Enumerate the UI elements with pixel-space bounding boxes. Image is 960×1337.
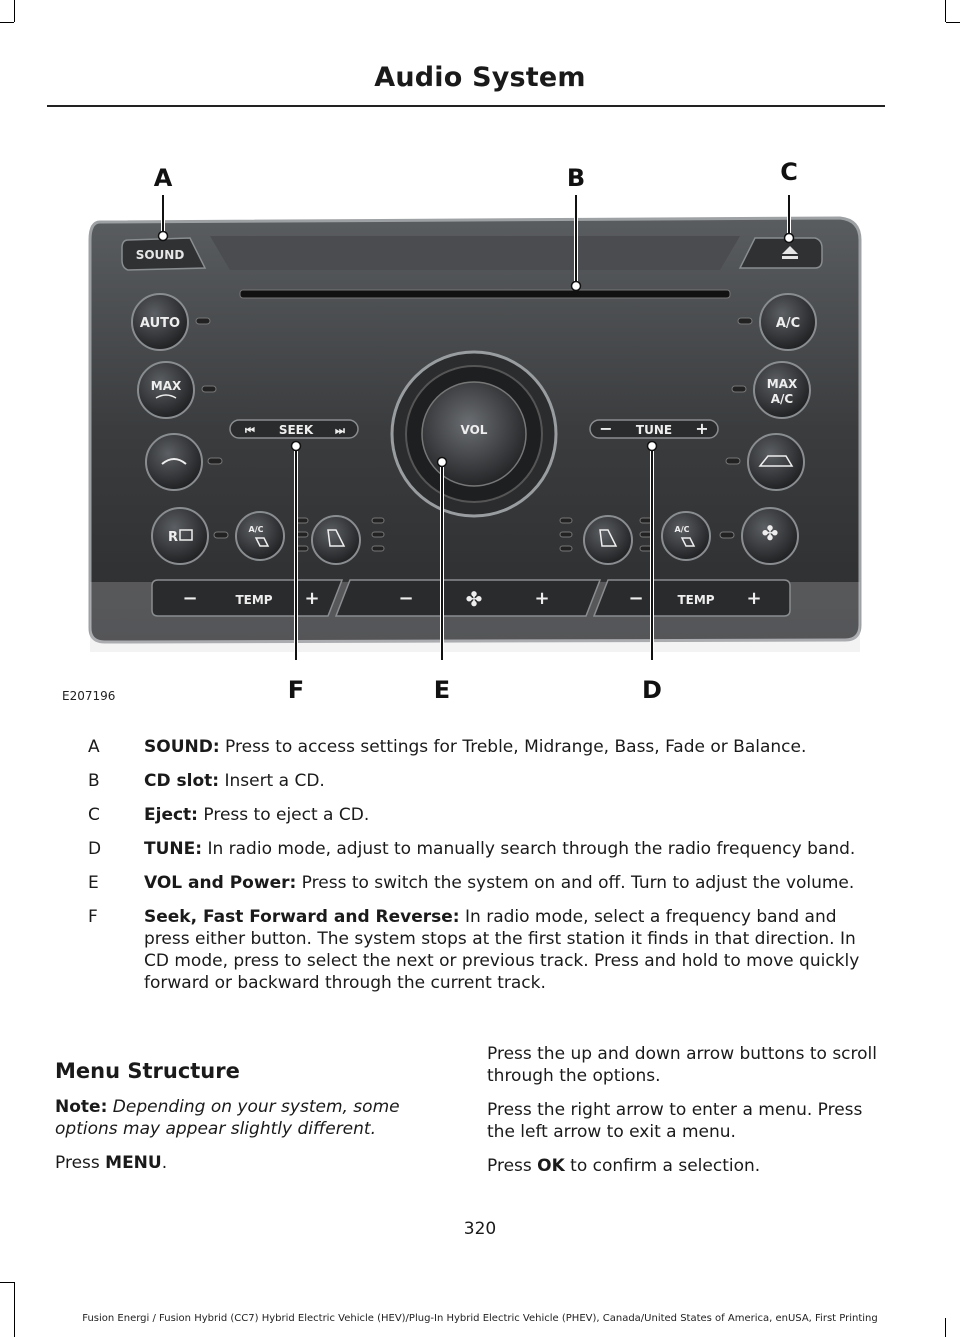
cooled-seat-left-label: A/C (248, 525, 264, 534)
legend-item (88, 906, 878, 994)
crop-mark (0, 1282, 14, 1283)
press-menu-paragraph (55, 1152, 445, 1174)
legend-key: D (88, 839, 102, 859)
callout-d: D (642, 676, 662, 704)
legend-text (144, 906, 878, 994)
legend-desc: Press to access settings for Treble, Midrange, Bass, Fade or Balance. (219, 737, 807, 757)
page-title: Audio System (374, 62, 586, 93)
crop-mark (0, 22, 14, 23)
header-rule (47, 105, 885, 107)
legend-text (144, 872, 878, 894)
callout-f: F (287, 676, 305, 704)
fan-plus-icon: + (534, 588, 550, 609)
seek-reverse-icon: ⏮ (245, 424, 255, 437)
tune-plus-icon: + (695, 419, 709, 438)
temp-left-plus-icon: + (304, 588, 320, 609)
cooled-seat-left-button[interactable] (236, 512, 284, 560)
volume-knob-label: VOL (460, 423, 488, 437)
right-column (487, 1043, 877, 1189)
indicator-light (720, 532, 734, 538)
confirm-suffix: to confirm a selection. (564, 1156, 761, 1176)
figure-legend (88, 736, 878, 1006)
max-ac-label-1: MAX (766, 377, 798, 391)
indicator-light (202, 386, 216, 392)
callout-b: B (566, 164, 586, 192)
press-prefix: Press (487, 1156, 538, 1176)
indicator-light (732, 386, 746, 392)
indicator-light (214, 532, 228, 538)
callout-e: E (433, 676, 451, 704)
note-text: Depending on your system, some options may appear slightly different. (55, 1097, 400, 1139)
press-prefix: Press (55, 1153, 106, 1173)
eject-button[interactable] (740, 238, 822, 268)
top-bar (210, 236, 740, 270)
cooled-seat-right-label: A/C (674, 525, 690, 534)
rear-defrost-label: R (167, 530, 179, 545)
temp-right-plus-icon: + (746, 588, 762, 609)
legend-term: SOUND: (144, 737, 220, 757)
max-ac-label-2: A/C (770, 392, 794, 406)
ok-key: OK (537, 1156, 565, 1176)
figure-code: E207196 (62, 689, 116, 703)
menu-key: MENU (105, 1153, 162, 1173)
legend-desc: Press to switch the system on and off. Turn to adjust the volume. (296, 873, 855, 893)
cd-slot[interactable] (240, 290, 730, 298)
recirculation-button[interactable] (748, 434, 804, 490)
legend-item (88, 872, 878, 894)
left-column (55, 1060, 445, 1186)
eject-icon-bar (782, 256, 798, 259)
temp-right-minus-icon: − (628, 588, 644, 609)
legend-term: Seek, Fast Forward and Reverse: (144, 907, 460, 927)
audio-panel-illustration (60, 150, 890, 710)
legend-text (144, 804, 878, 826)
audio-panel-figure (60, 150, 890, 710)
ac-button-label: A/C (775, 316, 801, 331)
legend-item (88, 770, 878, 792)
legend-key: A (88, 737, 100, 757)
tune-minus-icon: − (599, 419, 613, 438)
crop-mark (945, 0, 946, 22)
crop-mark (14, 1282, 15, 1337)
section-heading: Menu Structure (55, 1059, 240, 1083)
temp-left-minus-icon: − (182, 588, 198, 609)
legend-term: CD slot: (144, 771, 220, 791)
callout-a: A (153, 164, 173, 192)
note-paragraph (55, 1096, 445, 1140)
page-footer: Fusion Energi / Fusion Hybrid (CC7) Hybrid Electric Vehicle (HEV)/Plug-In Hybrid Electric Vehicle (PHEV), Canada/United States of America, enUSA, First Printing (82, 1313, 878, 1324)
heated-seat-right-button[interactable] (584, 516, 632, 564)
legend-key: F (88, 907, 98, 927)
indicator-light (726, 458, 740, 464)
legend-desc: In radio mode, select a frequency band and press either button. The system stops at the first station it finds in that direction. In CD mode, press to select the next or previous track. Press and hold to move quickly forward or backward through the current track. (144, 907, 860, 993)
front-defrost-button[interactable] (146, 434, 202, 490)
legend-term: TUNE: (144, 839, 203, 859)
legend-key: C (88, 805, 100, 825)
legend-text (144, 736, 878, 758)
fan-minus-icon: − (398, 588, 414, 609)
legend-text (144, 770, 878, 792)
fan-icon: ✤ (761, 521, 779, 545)
legend-text (144, 838, 878, 860)
legend-item (88, 838, 878, 860)
legend-item (88, 804, 878, 826)
indicator-light (196, 318, 210, 324)
seek-forward-icon: ⏭ (335, 424, 345, 437)
legend-key: E (88, 873, 99, 893)
crop-mark (14, 0, 15, 22)
page-number: 320 (463, 1219, 497, 1239)
legend-term: VOL and Power: (144, 873, 297, 893)
legend-item (88, 736, 878, 758)
auto-button-label: AUTO (139, 316, 181, 331)
temp-left-label: TEMP (235, 593, 273, 607)
press-suffix: . (161, 1153, 168, 1173)
note-label: Note: (55, 1097, 108, 1117)
enter-exit-paragraph: Press the right arrow to enter a menu. Press the left arrow to exit a menu. (487, 1100, 863, 1142)
fan-icon: ✤ (465, 587, 483, 611)
scroll-paragraph: Press the up and down arrow buttons to scroll through the options. (487, 1044, 877, 1086)
indicator-light (738, 318, 752, 324)
legend-desc: Insert a CD. (219, 771, 325, 791)
heated-seat-left-button[interactable] (312, 516, 360, 564)
confirm-paragraph (487, 1155, 877, 1177)
legend-desc: Press to eject a CD. (197, 805, 370, 825)
tune-label: TUNE (635, 423, 673, 437)
indicator-light (208, 458, 222, 464)
sound-button-label: SOUND (135, 248, 185, 262)
crop-mark (946, 22, 960, 23)
seek-label: SEEK (278, 423, 314, 437)
legend-key: B (88, 771, 100, 791)
cooled-seat-right-button[interactable] (662, 512, 710, 560)
legend-desc: In radio mode, adjust to manually search through the radio frequency band. (202, 839, 856, 859)
max-defrost-label: MAX (150, 379, 182, 393)
callout-c: C (780, 158, 798, 186)
legend-term: Eject: (144, 805, 198, 825)
temp-right-label: TEMP (677, 593, 715, 607)
